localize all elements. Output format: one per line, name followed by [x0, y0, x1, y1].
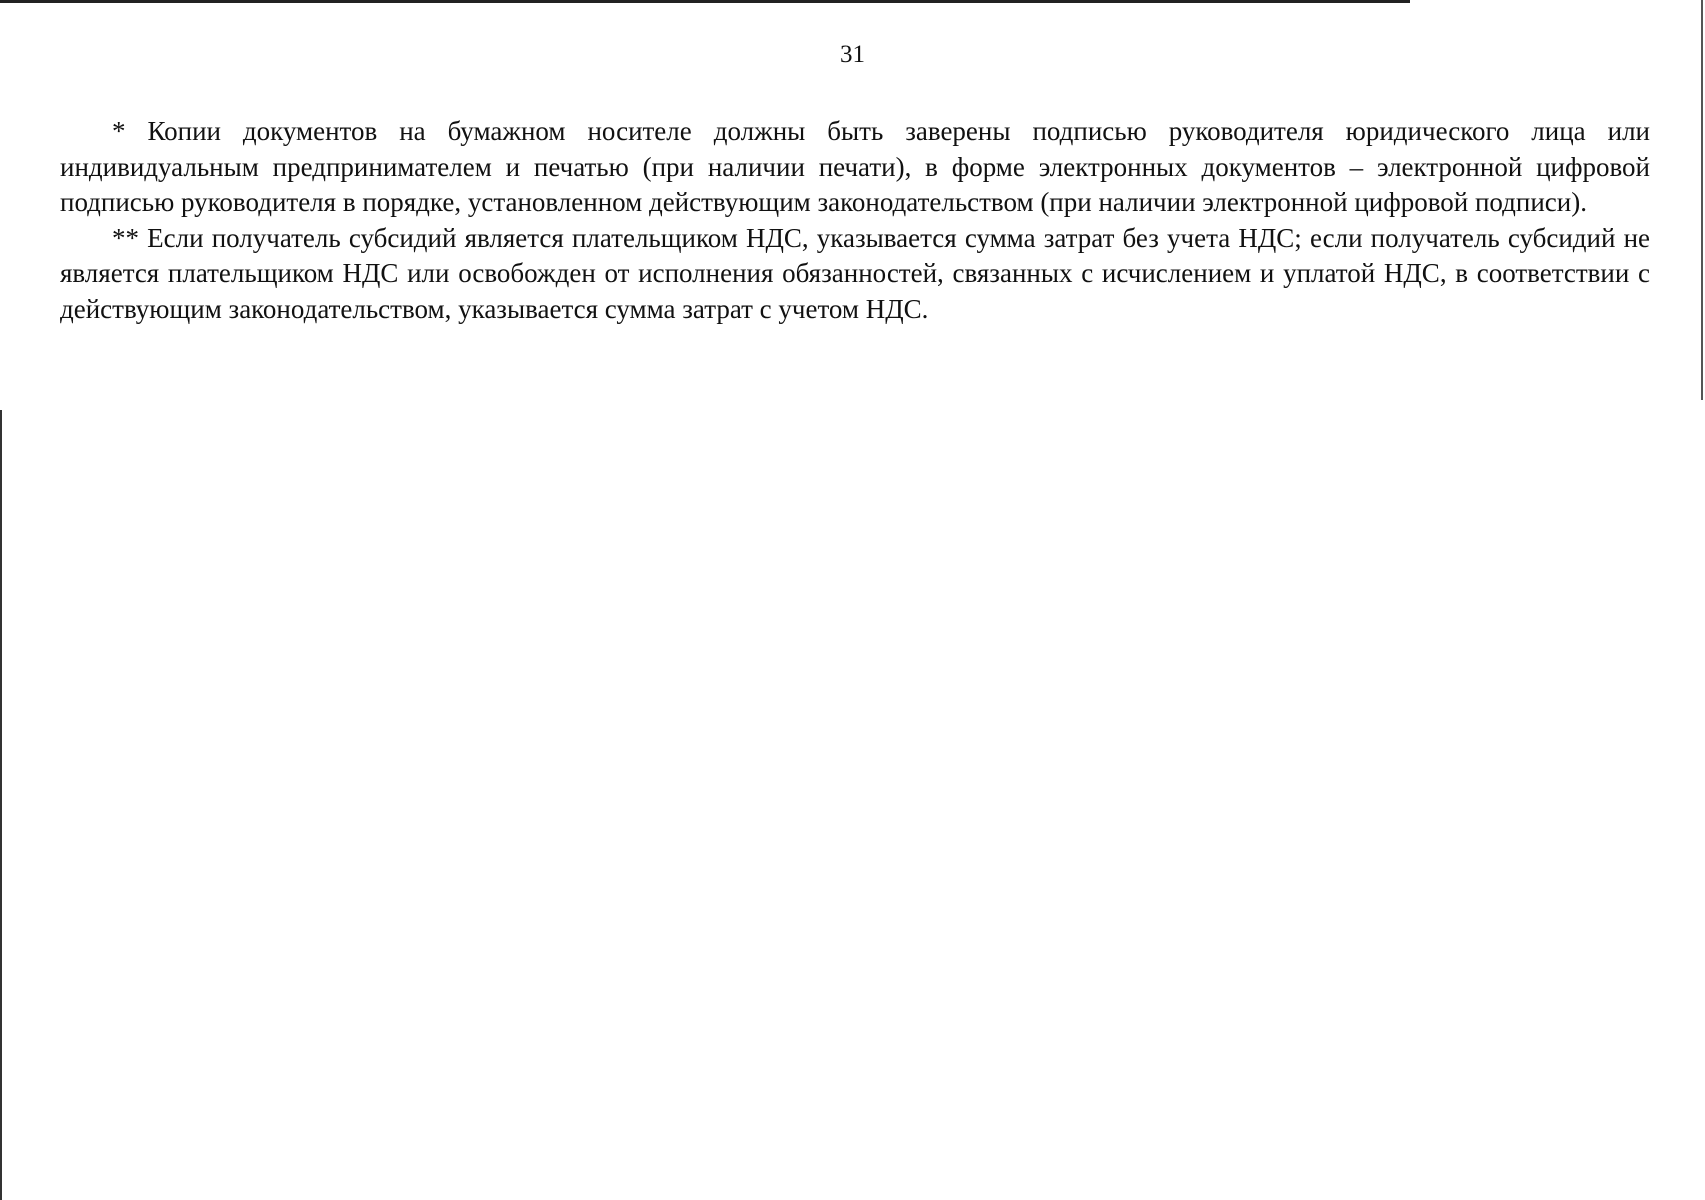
- scan-top-edge: [0, 0, 1410, 3]
- footnote-double-asterisk: ** Если получатель субсидий является плательщиком НДС, указывается сумма затрат без учета НДС; если получатель субсидий не является плательщиком НДС или освобожден от исполнения обязанностей, связанных с исчислением и уплатой НДС, в соответствии с действующим законодательством, указывается сумма затрат с учетом НДС.: [60, 222, 1650, 324]
- footnotes-block: [60, 114, 1650, 327]
- page-number: 31: [840, 41, 865, 68]
- scan-left-edge: [0, 410, 2, 1200]
- footnote-single-asterisk: * Копии документов на бумажном носителе должны быть заверены подписью руководителя юридического лица или индивидуальным предпринимателем и печатью (при наличии печати), в форме электронных документов – электронной цифровой подписью руководителя в порядке, установленном действующим законодательством (при наличии электронной цифровой подписи).: [60, 116, 1650, 217]
